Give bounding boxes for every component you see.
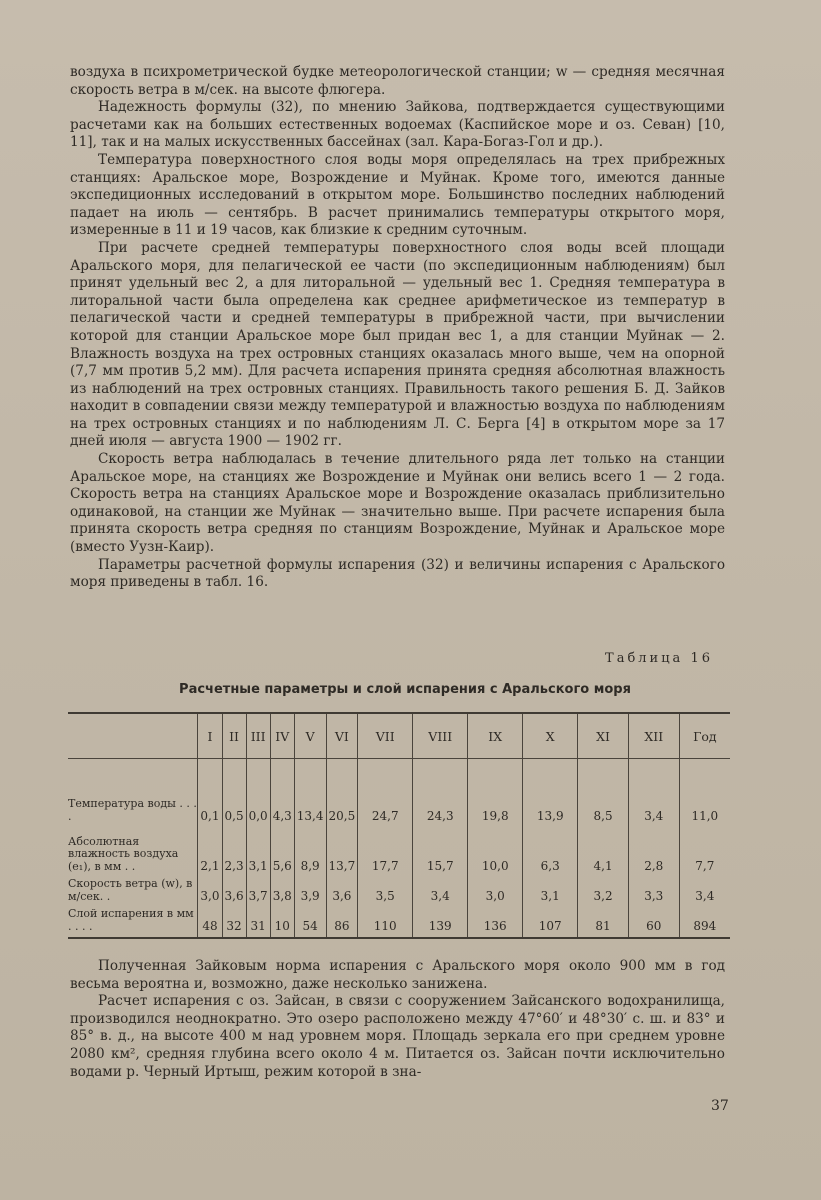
table-cell: 4,1: [578, 823, 629, 873]
table-cell: 0,0: [246, 785, 270, 823]
table-cell: 8,5: [578, 785, 629, 823]
table-cell: 3,4: [413, 873, 468, 903]
header-param: [68, 713, 198, 759]
table-row: [68, 873, 730, 903]
row-param: Слой испарения в мм . . . .: [68, 907, 194, 933]
header-col: VI: [326, 713, 358, 759]
table-cell: 3,6: [222, 873, 246, 903]
table-cell: 5,6: [270, 823, 294, 873]
header-col: X: [523, 713, 578, 759]
table-cell: 8,9: [294, 823, 326, 873]
table-cell: 24,3: [413, 785, 468, 823]
row-param: Абсолютная влажность воздуха (e₁), в мм . .: [68, 834, 179, 873]
table-header-row: [68, 713, 730, 759]
header-col: VIII: [413, 713, 468, 759]
header-col: IV: [270, 713, 294, 759]
table-cell: 11,0: [679, 785, 730, 823]
page-number: 37: [711, 1098, 729, 1114]
text-top: [70, 64, 725, 592]
table-row: [68, 823, 730, 873]
paragraph-8: Расчет испарения с оз. Зайсан, в связи с сооружением Зайсанского водохранилища, производился неоднократно. Это озеро расположено между 47°60′ и 48°30′ с. ш. и 83° и 85° в. д., на высоте 400 м над уровнем моря. Площадь зеркала его при среднем уровне 2080 км², средняя глубина всего около 4 м. Питается оз. Зайсан почти исключительно водами р. Черный Иртыш, режим которой в зна-: [70, 993, 725, 1080]
table-cell: 13,4: [294, 785, 326, 823]
table-cell: 894: [679, 903, 730, 938]
table-cell: 3,9: [294, 873, 326, 903]
paragraph-5: Скорость ветра наблюдалась в течение длительного ряда лет только на станции Аральское море, на станциях же Возрождение и Муйнак они велись всего 1 — 2 года. Скорость ветра на станциях Аральское море и Возрождение оказалась приблизительно одинаковой, на станции же Муйнак — значительно выше. При расчете испарения была принята скорость ветра средняя по станциям Возрождение, Муйнак и Аральское море (вместо Уузн-Каир).: [70, 451, 725, 556]
table-cell: 10,0: [468, 823, 523, 873]
table-row: [68, 903, 730, 938]
table-cell: 3,4: [628, 785, 679, 823]
table-cell: 60: [628, 903, 679, 938]
table-cell: 81: [578, 903, 629, 938]
table-cell: 0,5: [222, 785, 246, 823]
table-cell: 3,2: [578, 873, 629, 903]
table-cell: 107: [523, 903, 578, 938]
header-col: V: [294, 713, 326, 759]
header-col: II: [222, 713, 246, 759]
table-cell: 3,1: [523, 873, 578, 903]
header-col: XI: [578, 713, 629, 759]
table-cell: 7,7: [679, 823, 730, 873]
table-cell: 110: [358, 903, 413, 938]
paragraph-2: Надежность формулы (32), по мнению Зайкова, подтверждается существующими расчетами как на больших естественных водоемах (Каспийское море и оз. Севан) [10, 11], так и на малых искусственных бассейнах (зал. Кара-Богаз-Гол и др.).: [70, 99, 725, 151]
table-cell: 3,0: [468, 873, 523, 903]
paragraph-1: воздуха в психрометрической будке метеорологической станции; w — средняя месячная скорость ветра в м/сек. на высоте флюгера.: [70, 64, 725, 98]
table-cell: 13,9: [523, 785, 578, 823]
table-cell: 31: [246, 903, 270, 938]
table-cell: 17,7: [358, 823, 413, 873]
table-cell: 32: [222, 903, 246, 938]
table-cell: 10: [270, 903, 294, 938]
row-param: Скорость ветра (w), в м/сек. .: [68, 877, 193, 903]
table-cell: 2,1: [198, 823, 222, 873]
table-cell: 3,8: [270, 873, 294, 903]
text-bottom: [70, 958, 725, 1081]
header-col: XII: [628, 713, 679, 759]
header-col: III: [246, 713, 270, 759]
header-col: VII: [358, 713, 413, 759]
table-cell: 15,7: [413, 823, 468, 873]
table-cell: 19,8: [468, 785, 523, 823]
table-cell: 139: [413, 903, 468, 938]
paragraph-6: Параметры расчетной формулы испарения (32) и величины испарения с Аральского моря приведены в табл. 16.: [70, 556, 725, 591]
table-cell: 3,5: [358, 873, 413, 903]
table-cell: 20,5: [326, 785, 358, 823]
evaporation-table: [68, 712, 730, 939]
table-title: Расчетные параметры и слой испарения с Аральского моря: [179, 682, 631, 697]
table-cell: 3,0: [198, 873, 222, 903]
table-cell: 54: [294, 903, 326, 938]
table-cell: 3,7: [246, 873, 270, 903]
table-cell: 2,3: [222, 823, 246, 873]
table-row: [68, 785, 730, 823]
table-cell: 48: [198, 903, 222, 938]
table-cell: 4,3: [270, 785, 294, 823]
table-cell: 3,3: [628, 873, 679, 903]
paragraph-3: Температура поверхностного слоя воды моря определялась на трех прибрежных станциях: Аральское море, Возрождение и Муйнак. Кроме того, имеются данные экспедиционных исследований в открытом море. Большинство последних наблюдений падает на июль — сентябрь. В расчет принимались температуры открытого моря, измеренные в 11 и 19 часов, как близкие к средним суточным.: [70, 151, 725, 239]
row-param: Температура воды . . . .: [68, 797, 197, 823]
header-col: IX: [468, 713, 523, 759]
table-cell: 86: [326, 903, 358, 938]
table-cell: 3,6: [326, 873, 358, 903]
header-col: Год: [679, 713, 730, 759]
header-col: I: [198, 713, 222, 759]
table-cell: 3,4: [679, 873, 730, 903]
table-cell: 0,1: [198, 785, 222, 823]
table-cell: 3,1: [246, 823, 270, 873]
table-spacer-row: [68, 759, 730, 786]
table-cell: 6,3: [523, 823, 578, 873]
table-cell: 24,7: [358, 785, 413, 823]
paragraph-4: При расчете средней температуры поверхностного слоя воды всей площади Аральского моря, для пелагической ее части (по экспедиционным наблюдениям) был принят удельный вес 2, а для литоральной — удельный вес 1. Средняя температура в литоральной части была определена как среднее арифметическое из температур в пелагической части и средней температуры в прибрежной части, при вычислении которой для станции Аральское море был придан вес 1, а для станции Муйнак — 2. Влажность воздуха на трех островных станциях оказалась много выше, чем на опорной (7,7 мм против 5,2 мм). Для расчета испарения принята средняя абсолютная влажность из наблюдений на трех островных станциях. Правильность такого решения Б. Д. Зайков находит в совпадении связи между температурой и влажностью воздуха по наблюдениям на трех островных станциях и по наблюдениям Л. С. Берга [4] в открытом море за 17 дней июля — августа 1900 — 1902 гг.: [70, 239, 725, 450]
table-label: Таблица 16: [605, 651, 713, 666]
table-cell: 13,7: [326, 823, 358, 873]
table-cell: 136: [468, 903, 523, 938]
paragraph-7: Полученная Зайковым норма испарения с Аральского моря около 900 мм в год весьма вероятна и, возможно, даже несколько занижена.: [70, 958, 725, 992]
table-cell: 2,8: [628, 823, 679, 873]
